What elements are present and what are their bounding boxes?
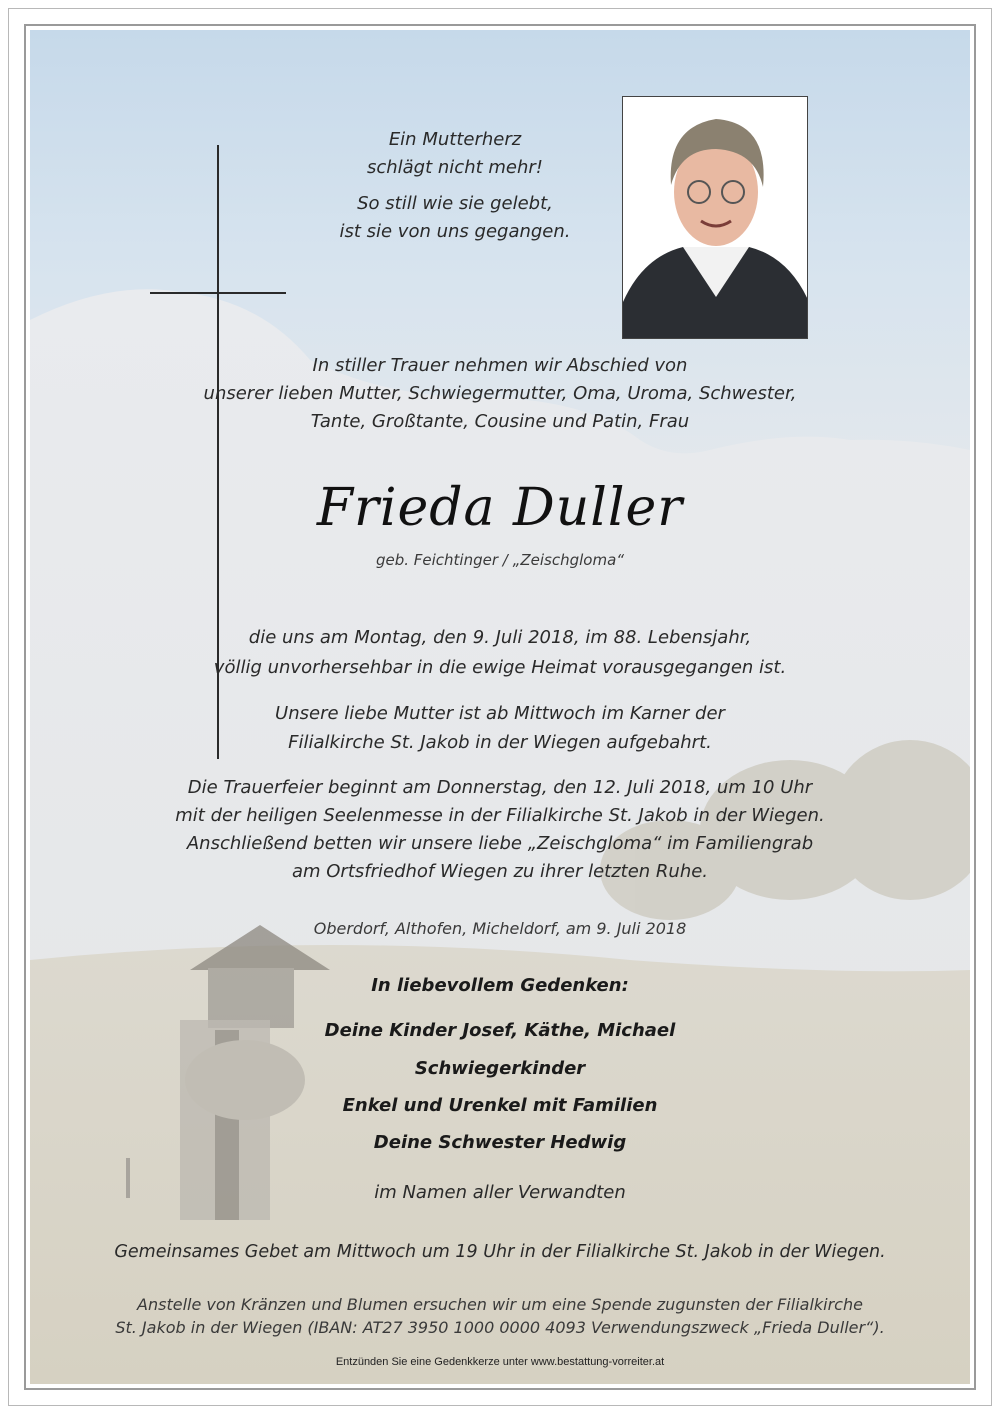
intro-line-1: In stiller Trauer nehmen wir Abschied von <box>312 355 688 376</box>
death-line-1: die uns am Montag, den 9. Juli 2018, im 88. Lebensjahr, <box>248 627 752 648</box>
laying-out-line-2: Filialkirche St. Jakob in der Wiegen aufgebahrt. <box>288 732 712 753</box>
death-line-2: völlig unvorhersehbar in die ewige Heimat vorausgegangen ist. <box>213 657 787 678</box>
prayer-notice: Gemeinsames Gebet am Mittwoch um 19 Uhr in der Filialkirche St. Jakob in der Wiegen. <box>114 1242 886 1262</box>
funeral-line-4: am Ortsfriedhof Wiegen zu ihrer letzten Ruhe. <box>291 861 709 882</box>
poem-line-3: So still wie sie gelebt, <box>357 193 553 214</box>
mourners-closing: im Namen aller Verwandten <box>374 1182 626 1203</box>
intro-line-3: Tante, Großtante, Cousine und Patin, Frau <box>310 411 690 432</box>
funeral-line-1: Die Trauerfeier beginnt am Donnerstag, den 12. Juli 2018, um 10 Uhr <box>187 777 813 798</box>
mourners-heading: In liebevollem Gedenken: <box>371 975 629 996</box>
intro-line-2: unserer lieben Mutter, Schwiegermutter, Oma, Uroma, Schwester, <box>203 383 797 404</box>
mourner-line: Schwiegerkinder <box>414 1058 586 1079</box>
cross-horizontal <box>150 292 286 294</box>
deceased-name: Frieda Duller <box>316 478 684 538</box>
deceased-subtitle: geb. Feichtinger / „Zeischgloma“ <box>375 551 625 569</box>
poem-line-1: Ein Mutterherz <box>388 129 522 150</box>
footer-link-text[interactable]: Entzünden Sie eine Gedenkkerze unter www.bestattung-vorreiter.at <box>335 1356 665 1368</box>
donation-line-1: Anstelle von Kränzen und Blumen ersuchen wir um eine Spende zugunsten der Filialkirche <box>137 1295 863 1314</box>
funeral-line-2: mit der heiligen Seelenmesse in der Filialkirche St. Jakob in der Wiegen. <box>175 805 825 826</box>
mourner-line: Deine Schwester Hedwig <box>373 1132 627 1153</box>
mourner-line: Deine Kinder Josef, Käthe, Michael <box>324 1020 676 1041</box>
donation-line-2: St. Jakob in der Wiegen (IBAN: AT27 3950 1000 0000 4093 Verwendungszweck „Frieda Duller“). <box>115 1318 885 1337</box>
poem-line-2: schlägt nicht mehr! <box>366 157 544 178</box>
laying-out-line-1: Unsere liebe Mutter ist ab Mittwoch im Karner der <box>275 703 725 724</box>
funeral-line-3: Anschließend betten wir unsere liebe „Zeischgloma“ im Familiengrab <box>186 833 814 854</box>
place-date: Oberdorf, Althofen, Micheldorf, am 9. Juli 2018 <box>313 919 687 938</box>
mourner-line: Enkel und Urenkel mit Familien <box>342 1095 658 1116</box>
poem-line-4: ist sie von uns gegangen. <box>339 221 571 242</box>
portrait-photo <box>622 96 808 339</box>
